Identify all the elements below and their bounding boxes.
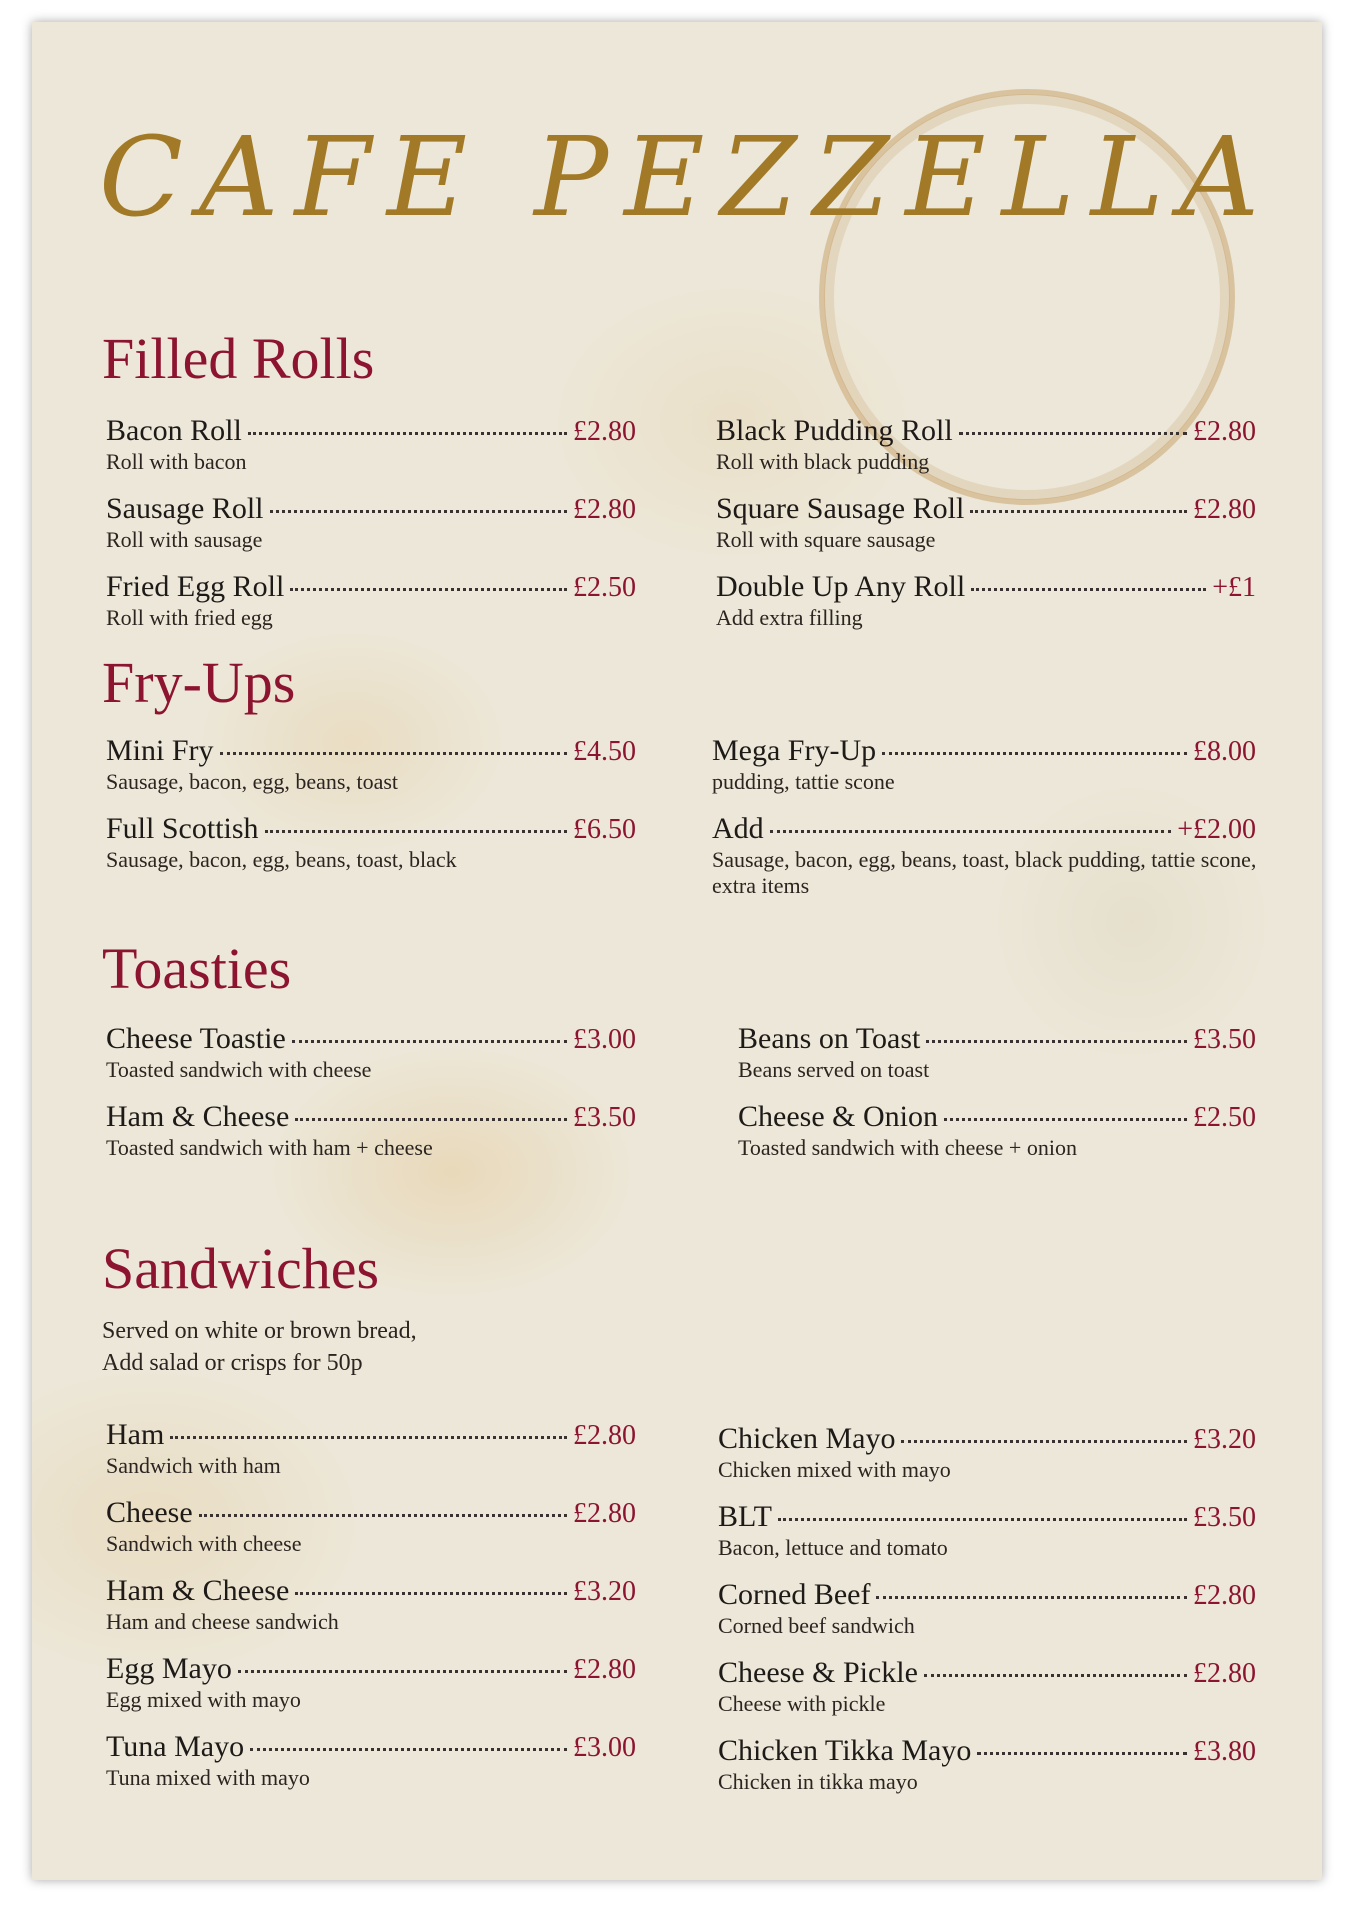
leader-dots (292, 1040, 567, 1043)
menu-item (106, 1418, 636, 1476)
item-price: £2.50 (1193, 1102, 1256, 1133)
item-name: Cheese & Onion (738, 1100, 938, 1133)
item-price: £2.80 (573, 1420, 636, 1451)
menu-item (106, 1022, 636, 1080)
item-description: Sandwich with cheese (106, 1531, 302, 1556)
item-name: Black Pudding Roll (716, 414, 953, 447)
menu-item (718, 1656, 1256, 1714)
menu-item (106, 1574, 636, 1632)
menu-item (738, 1100, 1256, 1158)
leader-dots (944, 1118, 1187, 1121)
item-description: Add extra filling (716, 605, 863, 630)
item-description: Corned beef sandwich (718, 1613, 915, 1638)
leader-dots (901, 1440, 1187, 1443)
leader-dots (238, 1670, 567, 1673)
item-name: Ham (106, 1418, 165, 1451)
item-name: Sausage Roll (106, 492, 264, 525)
section-heading-sandwiches: Sandwiches (102, 1236, 380, 1301)
item-price: +£1 (1212, 572, 1256, 603)
item-price: £2.50 (573, 572, 636, 603)
leader-dots (220, 752, 567, 755)
item-description: Egg mixed with mayo (106, 1687, 301, 1712)
leader-dots (770, 830, 1172, 833)
item-name: Double Up Any Roll (716, 570, 966, 603)
item-price: £6.50 (573, 814, 636, 845)
menu-item (106, 1100, 636, 1158)
item-price: £3.20 (1193, 1424, 1256, 1455)
leader-dots (971, 588, 1206, 591)
leader-dots (977, 1752, 1187, 1755)
item-price: £3.50 (1193, 1024, 1256, 1055)
item-name: Cheese Toastie (106, 1022, 286, 1055)
cafe-title: CAFE PEZZELLA (98, 113, 1276, 241)
item-price: £2.80 (573, 1498, 636, 1529)
sandwiches-note-line-1: Served on white or brown bread, (102, 1318, 417, 1344)
item-description: Beans served on toast (738, 1057, 930, 1082)
item-price: £2.80 (1193, 1580, 1256, 1611)
menu-item (106, 492, 636, 550)
menu-item (712, 734, 1256, 792)
item-name: Mega Fry-Up (712, 734, 877, 767)
leader-dots (295, 1592, 567, 1595)
menu-item (106, 1496, 636, 1554)
menu-item (716, 414, 1256, 472)
item-description: Bacon, lettuce and tomato (718, 1535, 948, 1560)
item-description: Sausage, bacon, egg, beans, toast, black pudding, tattie scone, extra items (712, 847, 1257, 898)
item-price: £8.00 (1193, 736, 1256, 767)
item-price: £2.80 (573, 1654, 636, 1685)
section-heading-toasties: Toasties (102, 936, 292, 1001)
item-description: Sausage, bacon, egg, beans, toast, black (106, 847, 457, 872)
item-description: Cheese with pickle (718, 1691, 886, 1716)
menu-item (718, 1422, 1256, 1480)
item-name: Corned Beef (718, 1578, 871, 1611)
menu-item (106, 414, 636, 472)
item-description: pudding, tattie scone (712, 769, 895, 794)
item-name: Full Scottish (106, 812, 259, 845)
leader-dots (882, 752, 1187, 755)
item-price: £2.80 (573, 416, 636, 447)
item-description: Chicken mixed with mayo (718, 1457, 951, 1482)
item-name: Square Sausage Roll (716, 492, 965, 525)
leader-dots (926, 1040, 1187, 1043)
leader-dots (270, 510, 568, 513)
menu-item (716, 492, 1256, 550)
leader-dots (250, 1748, 567, 1751)
item-name: Beans on Toast (738, 1022, 921, 1055)
menu-item (718, 1734, 1256, 1792)
item-name: BLT (718, 1500, 772, 1533)
item-price: £4.50 (573, 736, 636, 767)
item-price: +£2.00 (1177, 814, 1256, 845)
item-name: Ham & Cheese (106, 1100, 290, 1133)
item-description: Toasted sandwich with ham + cheese (106, 1135, 433, 1160)
item-name: Tuna Mayo (106, 1730, 245, 1763)
item-price: £2.80 (1193, 416, 1256, 447)
item-description: Roll with bacon (106, 449, 247, 474)
leader-dots (265, 830, 567, 833)
leader-dots (924, 1674, 1187, 1677)
menu-item (716, 570, 1256, 628)
item-price: £3.50 (573, 1102, 636, 1133)
item-price: £2.80 (1193, 1658, 1256, 1689)
menu-item (738, 1022, 1256, 1080)
item-price: £3.20 (573, 1576, 636, 1607)
leader-dots (959, 432, 1187, 435)
menu-item (106, 1652, 636, 1710)
menu-item (712, 812, 1256, 902)
item-name: Mini Fry (106, 734, 214, 767)
menu-item (106, 570, 636, 628)
leader-dots (778, 1518, 1187, 1521)
leader-dots (170, 1436, 567, 1439)
item-name: Cheese & Pickle (718, 1656, 918, 1689)
item-description: Toasted sandwich with cheese + onion (738, 1135, 1077, 1160)
item-description: Ham and cheese sandwich (106, 1609, 339, 1634)
leader-dots (970, 510, 1187, 513)
item-name: Ham & Cheese (106, 1574, 290, 1607)
menu-sheet (32, 22, 1322, 1880)
item-description: Roll with square sausage (716, 527, 936, 552)
menu-item (106, 1730, 636, 1788)
menu-item (718, 1500, 1256, 1558)
item-description: Roll with fried egg (106, 605, 273, 630)
item-description: Sausage, bacon, egg, beans, toast (106, 769, 399, 794)
leader-dots (248, 432, 567, 435)
item-price: £2.80 (1193, 494, 1256, 525)
item-price: £3.80 (1193, 1736, 1256, 1767)
menu-item (106, 734, 636, 792)
item-description: Tuna mixed with mayo (106, 1765, 310, 1790)
menu-item (718, 1578, 1256, 1636)
item-description: Roll with black pudding (716, 449, 930, 474)
leader-dots (199, 1514, 567, 1517)
sandwiches-note-line-2: Add salad or crisps for 50p (102, 1350, 363, 1376)
item-price: £3.00 (573, 1024, 636, 1055)
item-description: Roll with sausage (106, 527, 263, 552)
item-price: £3.50 (1193, 1502, 1256, 1533)
section-heading-filled-rolls: Filled Rolls (102, 326, 375, 391)
item-name: Cheese (106, 1496, 193, 1529)
item-description: Chicken in tikka mayo (718, 1769, 918, 1794)
item-description: Sandwich with ham (106, 1453, 281, 1478)
item-price: £2.80 (573, 494, 636, 525)
item-name: Add (712, 812, 764, 845)
item-name: Chicken Mayo (718, 1422, 896, 1455)
item-name: Chicken Tikka Mayo (718, 1734, 972, 1767)
section-heading-fry-ups: Fry-Ups (102, 650, 296, 715)
item-description: Toasted sandwich with cheese (106, 1057, 372, 1082)
item-name: Egg Mayo (106, 1652, 232, 1685)
leader-dots (295, 1118, 567, 1121)
menu-item (106, 812, 636, 870)
leader-dots (290, 588, 567, 591)
item-name: Fried Egg Roll (106, 570, 285, 603)
leader-dots (876, 1596, 1187, 1599)
item-name: Bacon Roll (106, 414, 242, 447)
item-price: £3.00 (573, 1732, 636, 1763)
